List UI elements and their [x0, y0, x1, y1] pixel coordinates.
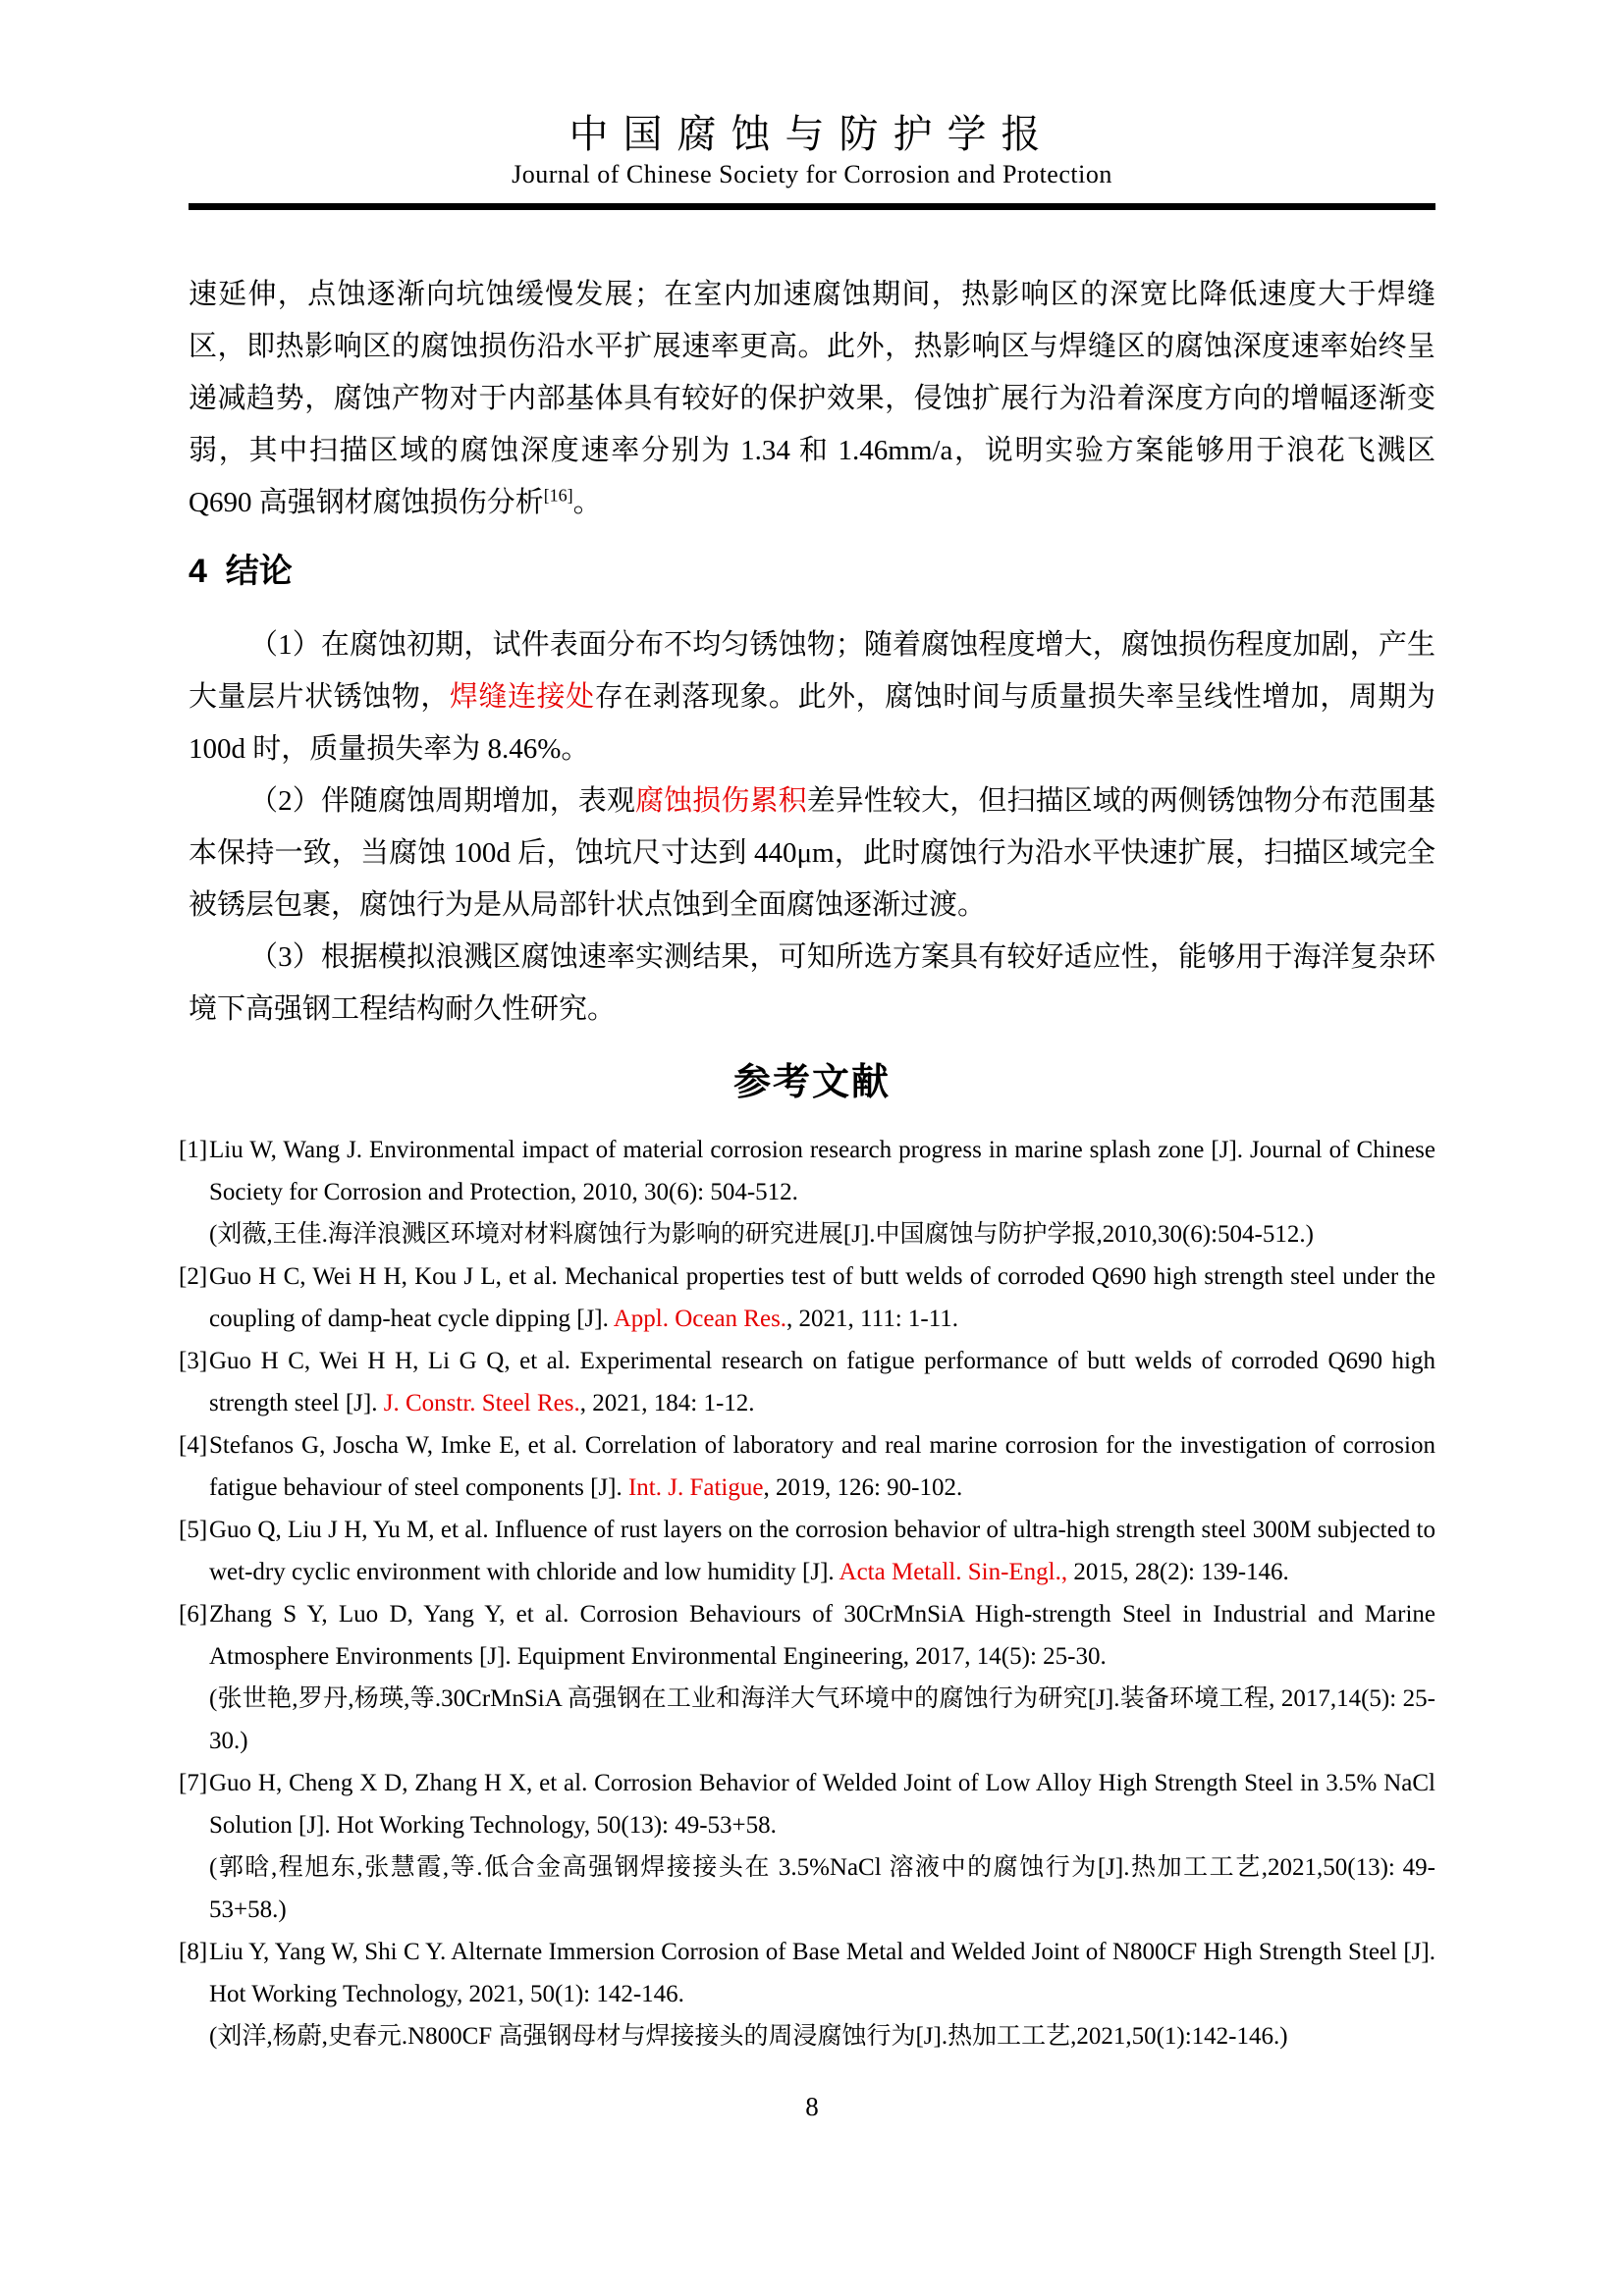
- reference-text-en: Liu Y, Yang W, Shi C Y. Alternate Immersion Corrosion of Base Metal and Welded Joint of N800CF High Strength Steel [J]. Hot Working Technology, 2021, 50(1): 142-146.: [209, 1939, 1435, 2007]
- reference-label: [5]: [179, 1517, 208, 1543]
- reference-label: [7]: [179, 1770, 208, 1796]
- conclusion-paragraph-3: （3）根据模拟浪溅区腐蚀速率实测结果，可知所选方案具有较好适应性，能够用于海洋复杂环境下高强钢工程结构耐久性研究。: [189, 941, 1435, 1025]
- reference-text-zh: (张世艳,罗丹,杨瑛,等.30CrMnSiA 高强钢在工业和海洋大气环境中的腐蚀行为研究[J].装备环境工程, 2017,14(5): 25-30.): [209, 1685, 1435, 1754]
- reference-text-en: Zhang S Y, Luo D, Yang Y, et al. Corrosion Behaviours of 30CrMnSiA High-strength Steel in Industrial and Marine Atmosphere Environments [J]. Equipment Environmental Engineering, 2017, 14(5): 25-30.: [209, 1601, 1435, 1670]
- page-number: 8: [805, 2092, 819, 2121]
- reference-text-en: Liu W, Wang J. Environmental impact of material corrosion research progress in marine splash zone [J]. Journal of Chinese Society for Corrosion and Protection, 2010, 30(6): 504-512.: [209, 1137, 1435, 1205]
- reference-item: [179, 1509, 1435, 1593]
- reference-label: [6]: [179, 1601, 208, 1628]
- reference-text-en: Guo H C, Wei H H, Kou J L, et al. Mechanical properties test of butt welds of corroded Q690 high strength steel under the coupling of damp-heat cycle dipping [J]. Appl. Ocean Res., 2021, 111: 1-11.: [209, 1263, 1435, 1332]
- reference-item: [179, 1129, 1435, 1255]
- reference-item: [179, 1255, 1435, 1340]
- references-heading: 参考文献: [732, 1062, 891, 1103]
- conclusion-paragraph-1: （1）在腐蚀初期，试件表面分布不均匀锈蚀物；随着腐蚀程度增大，腐蚀损伤程度加剧，产生大量层片状锈蚀物，焊缝连接处存在剥落现象。此外，腐蚀时间与质量损失率呈线性增加，周期为 100d 时，质量损失率为 8.46%。: [189, 629, 1435, 765]
- journal-title-zh: 中国腐蚀与防护学报: [568, 112, 1056, 156]
- section-heading-conclusion: 4 结论: [189, 553, 293, 590]
- reference-item: [179, 1762, 1435, 1931]
- journal-title-en: Journal of Chinese Society for Corrosion and Protection: [512, 160, 1112, 188]
- reference-list: [179, 1129, 1435, 2057]
- reference-text-en: Guo H C, Wei H H, Li G Q, et al. Experimental research on fatigue performance of butt welds of corroded Q690 high strength steel [J]. J. Constr. Steel Res., 2021, 184: 1-12.: [209, 1348, 1435, 1416]
- reference-item: [179, 1931, 1435, 2057]
- conclusions-block: [189, 619, 1435, 1036]
- reference-item: [179, 1593, 1435, 1762]
- header-rule: [189, 203, 1435, 210]
- reference-label: [3]: [179, 1348, 208, 1374]
- reference-label: [8]: [179, 1939, 208, 1965]
- reference-text-en: Guo Q, Liu J H, Yu M, et al. Influence of rust layers on the corrosion behavior of ultra-high strength steel 300M subjected to wet-dry cyclic environment with chloride and low humidity [J]. Acta Metall. Sin-Engl., 2015, 28(2): 139-146.: [209, 1517, 1435, 1585]
- reference-item: [179, 1340, 1435, 1424]
- conclusion-paragraph-2: （2）伴随腐蚀周期增加，表观腐蚀损伤累积差异性较大，但扫描区域的两侧锈蚀物分布范围基本保持一致，当腐蚀 100d 后，蚀坑尺寸达到 440μm，此时腐蚀行为沿水平快速扩展，扫描区域完全被锈层包裹，腐蚀行为是从局部针状点蚀到全面腐蚀逐渐过渡。: [189, 785, 1435, 921]
- reference-text-zh: (刘洋,杨蔚,史春元.N800CF 高强钢母材与焊接接头的周浸腐蚀行为[J].热加工工艺,2021,50(1):142-146.): [209, 2023, 1288, 2050]
- continued-paragraph: 速延伸，点蚀逐渐向坑蚀缓慢发展；在室内加速腐蚀期间，热影响区的深宽比降低速度大于焊缝区，即热影响区的腐蚀损伤沿水平扩展速率更高。此外，热影响区与焊缝区的腐蚀深度速率始终呈递减趋势，腐蚀产物对于内部基体具有较好的保护效果，侵蚀扩展行为沿着深度方向的增幅逐渐变弱，其中扫描区域的腐蚀深度速率分别为 1.34 和 1.46mm/a，说明实验方案能够用于浪花飞溅区 Q690 高强钢材腐蚀损伤分析[16]。: [189, 279, 1435, 518]
- reference-label: [2]: [179, 1263, 208, 1290]
- reference-item: [179, 1424, 1435, 1509]
- reference-text-en: Stefanos G, Joscha W, Imke E, et al. Correlation of laboratory and real marine corrosion for the investigation of corrosion fatigue behaviour of steel components [J]. Int. J. Fatigue, 2019, 126: 90-102.: [209, 1432, 1435, 1501]
- reference-text-en: Guo H, Cheng X D, Zhang H X, et al. Corrosion Behavior of Welded Joint of Low Alloy High Strength Steel in 3.5% NaCl Solution [J]. Hot Working Technology, 50(13): 49-53+58.: [209, 1770, 1435, 1839]
- reference-text-zh: (郭晗,程旭东,张慧霞,等.低合金高强钢焊接接头在 3.5%NaCl 溶液中的腐蚀行为[J].热加工工艺,2021,50(13): 49-53+58.): [209, 1854, 1435, 1923]
- reference-label: [4]: [179, 1432, 208, 1459]
- reference-text-zh: (刘薇,王佳.海洋浪溅区环境对材料腐蚀行为影响的研究进展[J].中国腐蚀与防护学报,2010,30(6):504-512.): [209, 1221, 1314, 1248]
- reference-label: [1]: [179, 1137, 208, 1163]
